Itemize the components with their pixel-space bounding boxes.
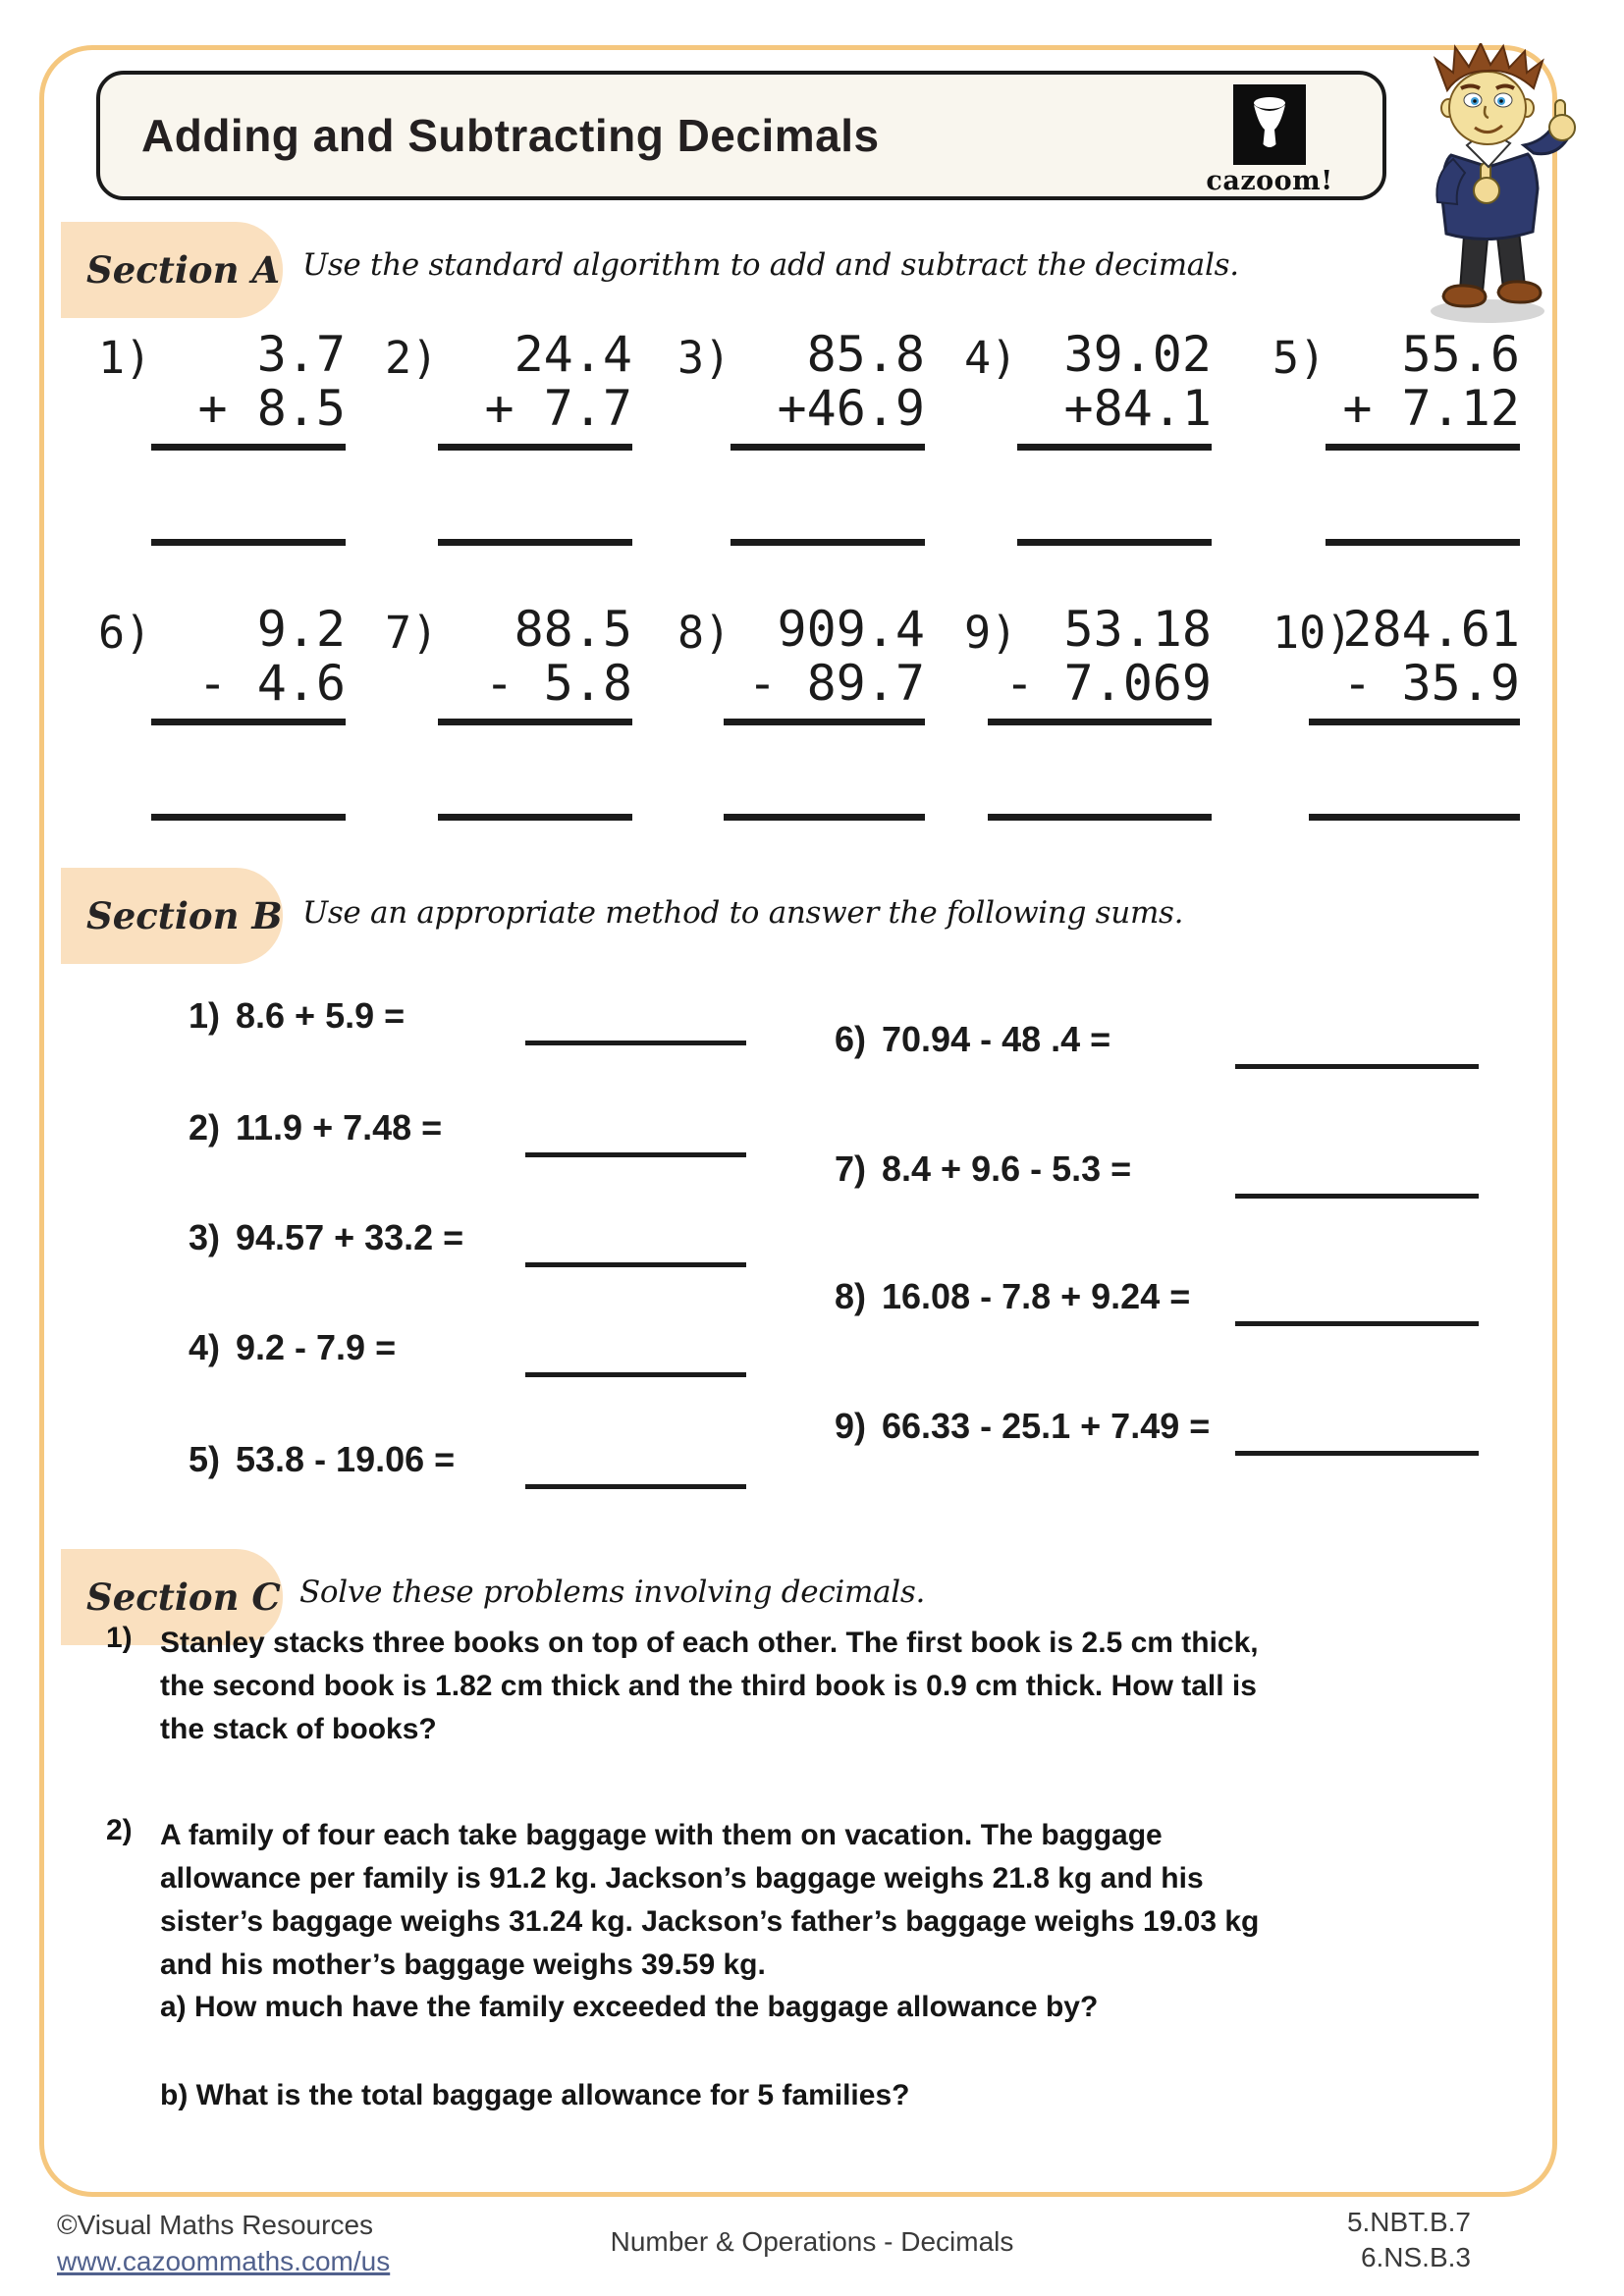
- equals-rule: [151, 719, 346, 725]
- problem-number: 7): [835, 1148, 867, 1189]
- djembe-drum-icon: [1233, 84, 1306, 165]
- expression: 16.08 - 7.8 + 9.24 =: [882, 1276, 1191, 1316]
- problem-number: 6): [98, 607, 152, 659]
- problem-number: 8): [677, 607, 731, 659]
- section-b-instruction: Use an appropriate method to answer the following sums.: [302, 895, 1184, 931]
- operand-top: 9.2: [256, 601, 346, 658]
- answer-blank-rule: [1017, 539, 1212, 546]
- equals-rule: [1309, 719, 1520, 725]
- answer-blank-rule: [1326, 539, 1520, 546]
- operand-top: 24.4: [514, 326, 632, 383]
- operand-top: 909.4: [777, 601, 925, 658]
- column-sum-problem: [385, 603, 632, 821]
- answer-blank-rule: [525, 1372, 746, 1377]
- footer-topic: Number & Operations - Decimals: [610, 2226, 1014, 2257]
- answer-blank-rule: [1235, 1321, 1479, 1326]
- operand-top: 53.18: [1063, 601, 1212, 658]
- answer-blank-rule: [525, 1262, 746, 1267]
- equals-rule: [1017, 444, 1212, 451]
- operand-bottom: - 5.8: [484, 655, 632, 712]
- operand-bottom: + 8.5: [197, 380, 346, 437]
- problem-number: 1): [189, 995, 221, 1036]
- sub-question-a: a) How much have the family exceeded the baggage allowance by?: [160, 1991, 1099, 2023]
- section-a-label: Section A: [61, 222, 283, 318]
- problem-number: 2): [189, 1107, 221, 1148]
- sum-problem: [189, 1327, 396, 1368]
- operand-bottom: +46.9: [777, 380, 925, 437]
- website-link[interactable]: www.cazoommaths.com/us: [57, 2246, 391, 2276]
- equals-rule: [724, 719, 925, 725]
- operand-bottom: - 7.069: [1004, 655, 1212, 712]
- problem-number: 4): [964, 332, 1018, 384]
- standard-code-1: 5.NBT.B.7: [1346, 2207, 1471, 2237]
- problem-number: 6): [835, 1019, 867, 1059]
- column-sum-problem: [385, 328, 632, 546]
- equals-rule: [151, 444, 346, 451]
- answer-blank-rule: [1235, 1194, 1479, 1199]
- expression: 53.8 - 19.06 =: [236, 1439, 456, 1479]
- equals-rule: [988, 719, 1212, 725]
- problem-number: 5): [189, 1439, 221, 1479]
- operand-bottom: - 89.7: [747, 655, 925, 712]
- expression: 66.33 - 25.1 + 7.49 =: [882, 1406, 1211, 1446]
- problem-number: 2): [385, 332, 439, 384]
- column-sum-problem: [964, 328, 1212, 546]
- problem-number: 2): [106, 1814, 133, 1846]
- column-sum-problem: [677, 603, 925, 821]
- word-problem-text: A family of four each take baggage with them on vacation. The baggage allowance per family is 91.2 kg. Jackson’s baggage weighs 21.8 kg and his sister’s baggage weighs 31.24 kg. Jackson’s father’s baggage weighs 19.03 kg and his mother’s baggage weighs 39.59 kg.: [160, 1819, 1260, 1981]
- word-problem-text: Stanley stacks three books on top of each other. The first book is 2.5 cm thick, the second book is 1.82 cm thick and the third book is 0.9 cm thick. How tall is the stack of books?: [160, 1627, 1259, 1745]
- operand-bottom: - 35.9: [1342, 655, 1520, 712]
- problem-number: 5): [1272, 332, 1326, 384]
- operand-top: 284.61: [1342, 601, 1520, 658]
- answer-blank-rule: [988, 814, 1212, 821]
- sum-problem: [835, 1276, 1190, 1317]
- operand-top: 39.02: [1063, 326, 1212, 383]
- equals-rule: [731, 444, 925, 451]
- sum-problem: [189, 1107, 442, 1148]
- title-box: [96, 71, 1386, 200]
- problem-number: 9): [964, 607, 1018, 659]
- column-sum-problem: [98, 603, 346, 821]
- operand-bottom: + 7.12: [1342, 380, 1520, 437]
- expression: 11.9 + 7.48 =: [236, 1107, 443, 1148]
- sub-question-b: b) What is the total baggage allowance for 5 families?: [160, 2079, 910, 2111]
- sum-problem: [835, 1019, 1110, 1060]
- operand-bottom: +84.1: [1063, 380, 1212, 437]
- operand-top: 88.5: [514, 601, 632, 658]
- problem-number: 7): [385, 607, 439, 659]
- column-sum-problem: [964, 603, 1212, 821]
- operand-bottom: - 4.6: [197, 655, 346, 712]
- column-sum-problem: [98, 328, 346, 546]
- equals-rule: [1326, 444, 1520, 451]
- expression: 9.2 - 7.9 =: [236, 1327, 397, 1367]
- sum-problem: [189, 1439, 455, 1480]
- problem-number: 3): [189, 1217, 221, 1257]
- sum-problem: [835, 1406, 1210, 1447]
- operand-top: 3.7: [256, 326, 346, 383]
- cazoom-logo: [1206, 84, 1333, 196]
- sum-problem: [189, 995, 405, 1037]
- answer-blank-rule: [731, 539, 925, 546]
- column-sum-problem: [1272, 328, 1520, 546]
- column-sum-problem: [677, 328, 925, 546]
- equals-rule: [438, 719, 632, 725]
- operand-bottom: + 7.7: [484, 380, 632, 437]
- operand-top: 55.6: [1401, 326, 1520, 383]
- copyright-text: ©Visual Maths Resources: [57, 2210, 374, 2240]
- expression: 8.4 + 9.6 - 5.3 =: [882, 1148, 1132, 1189]
- answer-blank-rule: [438, 539, 632, 546]
- answer-blank-rule: [724, 814, 925, 821]
- problem-number: 1): [98, 332, 152, 384]
- sum-problem: [835, 1148, 1131, 1190]
- answer-blank-rule: [525, 1152, 746, 1157]
- sum-problem: [189, 1217, 463, 1258]
- page-title: Adding and Subtracting Decimals: [141, 110, 880, 161]
- problem-number: 1): [106, 1622, 133, 1654]
- section-a-instruction: Use the standard algorithm to add and subtract the decimals.: [302, 247, 1239, 283]
- expression: 8.6 + 5.9 =: [236, 995, 406, 1036]
- problem-number: 4): [189, 1327, 221, 1367]
- expression: 94.57 + 33.2 =: [236, 1217, 464, 1257]
- expression: 70.94 - 48 .4 =: [882, 1019, 1111, 1059]
- section-c-label: Section C: [61, 1549, 283, 1645]
- answer-blank-rule: [151, 814, 346, 821]
- problem-number: 10): [1272, 607, 1353, 659]
- answer-blank-rule: [438, 814, 632, 821]
- answer-blank-rule: [1235, 1451, 1479, 1456]
- cazoom-logo-text: cazoom!: [1206, 166, 1333, 196]
- answer-blank-rule: [151, 539, 346, 546]
- equals-rule: [438, 444, 632, 451]
- problem-number: 8): [835, 1276, 867, 1316]
- answer-blank-rule: [525, 1484, 746, 1489]
- column-sum-problem: [1272, 603, 1520, 821]
- standard-code-2: 6.NS.B.3: [1360, 2242, 1471, 2272]
- answer-blank-rule: [1309, 814, 1520, 821]
- footer-standards: [1159, 2205, 1471, 2275]
- answer-blank-rule: [525, 1041, 746, 1045]
- section-c-instruction: Solve these problems involving decimals.: [299, 1575, 926, 1610]
- section-b-label: Section B: [61, 868, 283, 964]
- mascot-boy-thumbs-up: [1386, 43, 1597, 328]
- problem-number: 3): [677, 332, 731, 384]
- problem-number: 9): [835, 1406, 867, 1446]
- answer-blank-rule: [1235, 1064, 1479, 1069]
- operand-top: 85.8: [806, 326, 925, 383]
